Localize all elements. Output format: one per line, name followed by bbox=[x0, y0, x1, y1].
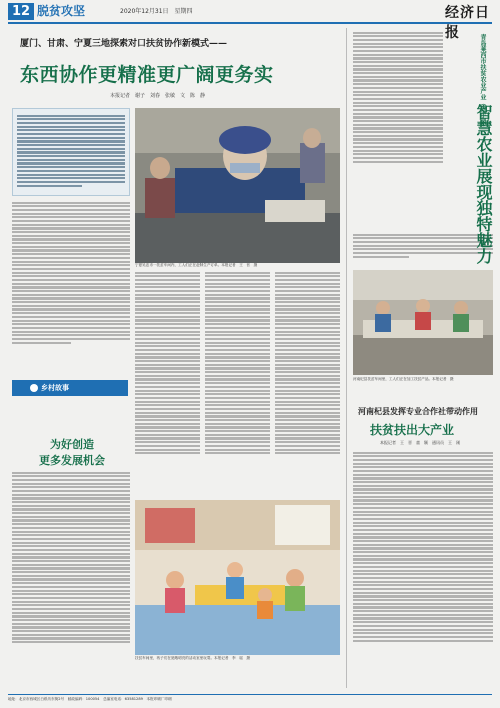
page-footer: 地址：北京市西城区白纸坊东街2号 邮政编码：100054 总编室电话：63581289 本报印刷厂印刷 bbox=[8, 694, 492, 704]
right-feature-pretitle: 青岛莱西市扶贫农业产业（先手园） bbox=[479, 34, 486, 130]
column-divider bbox=[346, 28, 347, 688]
section-tag bbox=[12, 380, 128, 396]
story-body bbox=[12, 470, 130, 685]
photo-caption: 扶贫车间里，孩子们在宽敞明亮的活动室里玩耍。本报记者 李 瑶 摄 bbox=[135, 656, 250, 660]
newspaper-logo: 经济日报 bbox=[445, 5, 490, 41]
right-article-body bbox=[353, 450, 493, 685]
factory-illustration bbox=[353, 270, 493, 375]
article-column-4 bbox=[275, 270, 340, 495]
right-feature-body bbox=[353, 30, 443, 230]
section-title: 脱贫攻坚 bbox=[37, 4, 86, 18]
article-column-1 bbox=[12, 200, 130, 370]
story-title-line-2: 更多发展机会 bbox=[39, 454, 105, 467]
lead-summary-box bbox=[12, 108, 130, 196]
workshop-illustration bbox=[135, 108, 340, 263]
article-byline: 本报记者 谢子 刘春 张敏 文 陈 静 bbox=[110, 93, 206, 99]
story-title bbox=[12, 436, 132, 468]
section-tag-label: 乡村故事 bbox=[41, 384, 69, 392]
activity-room-illustration bbox=[135, 500, 340, 655]
right-article-byline: 本报记者 王 晋 童 颖 通讯员 王 刚 bbox=[380, 440, 460, 445]
right-feature-title: 智慧农业展现独特魅力 bbox=[474, 104, 493, 264]
page-number: 12 bbox=[8, 3, 34, 20]
issue-date: 2020年12月31日 星期四 bbox=[120, 8, 193, 15]
workshop-photo bbox=[135, 108, 340, 263]
story-title-line-1: 为好创造 bbox=[50, 438, 94, 451]
photo-caption: 宁夏吴忠市一扶贫车间内，工人们正在赶制生产订单。本报记者 王 晋 摄 bbox=[135, 263, 258, 267]
photo-caption: 河南杞县扶贫车间里，工人们正在加工扶贫产品。本报记者 摄 bbox=[353, 377, 454, 381]
article-column-3 bbox=[205, 270, 270, 495]
article-headline: 东西协作更精准更广阔更务实 bbox=[20, 64, 274, 86]
right-article-kicker: 河南杞县发挥专业合作社带动作用 bbox=[358, 407, 478, 416]
page-header bbox=[0, 0, 500, 41]
activity-room-photo bbox=[135, 500, 340, 655]
circle-icon bbox=[30, 384, 38, 392]
article-kicker: 厦门、甘肃、宁夏三地探索对口扶贫协作新模式—— bbox=[20, 39, 228, 49]
header-rule bbox=[8, 22, 492, 24]
article-column-2 bbox=[135, 270, 200, 495]
factory-photo bbox=[353, 270, 493, 375]
right-article-title: 扶贫扶出大产业 bbox=[370, 423, 455, 437]
